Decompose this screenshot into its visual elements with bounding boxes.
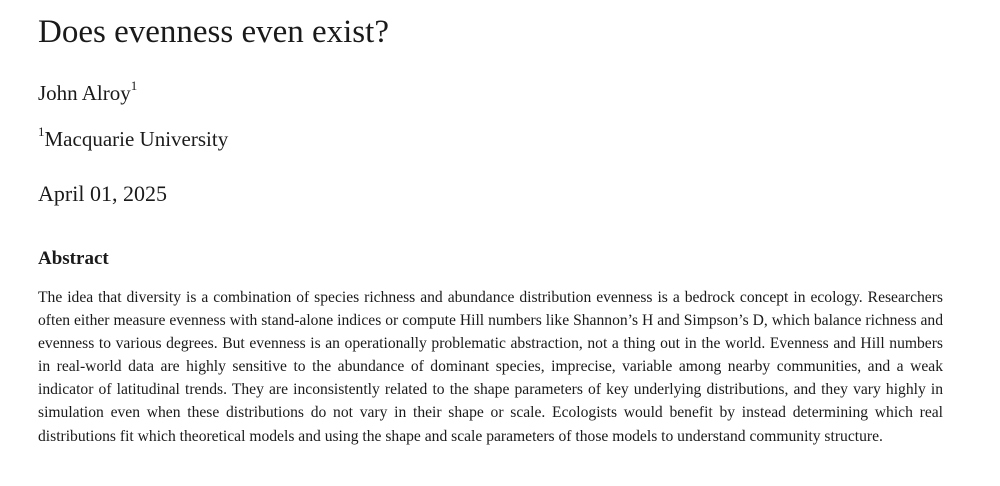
publication-date: April 01, 2025 [38,181,167,206]
abstract-heading: Abstract [38,248,109,269]
author-name: John Alroy [38,81,131,105]
affiliation-line [38,124,229,152]
author-affiliation-marker: 1 [130,78,138,93]
affiliation-name: Macquarie University [44,127,229,151]
paper-title: Does evenness even exist? [38,14,389,50]
abstract-text: The idea that diversity is a combination of species richness and abundance distribution evenness is a bedrock concept in ecology. Researchers often either measure evenness with stand-alone indices or compute Hill numbers like Shannon’s H and Simpson’s D, which balance richness and evenness to various degrees. But evenness is an operationally problematic abstraction, not a thing out in the world. Evenness and Hill numbers in real-world data are highly sensitive to the abundance of dominant species, imprecise, variable among nearby communities, and a weak indicator of latitudinal trends. They are inconsistently related to the shape parameters of key underlying distributions, and they vary highly in simulation even when these distributions do not vary in their shape or scale. Ecologists would benefit by instead determining which real distributions fit which theoretical models and using the shape and scale parameters of those models to understand community structure. [38,289,943,445]
author-line [38,78,138,106]
affiliation-marker: 1 [38,124,45,139]
